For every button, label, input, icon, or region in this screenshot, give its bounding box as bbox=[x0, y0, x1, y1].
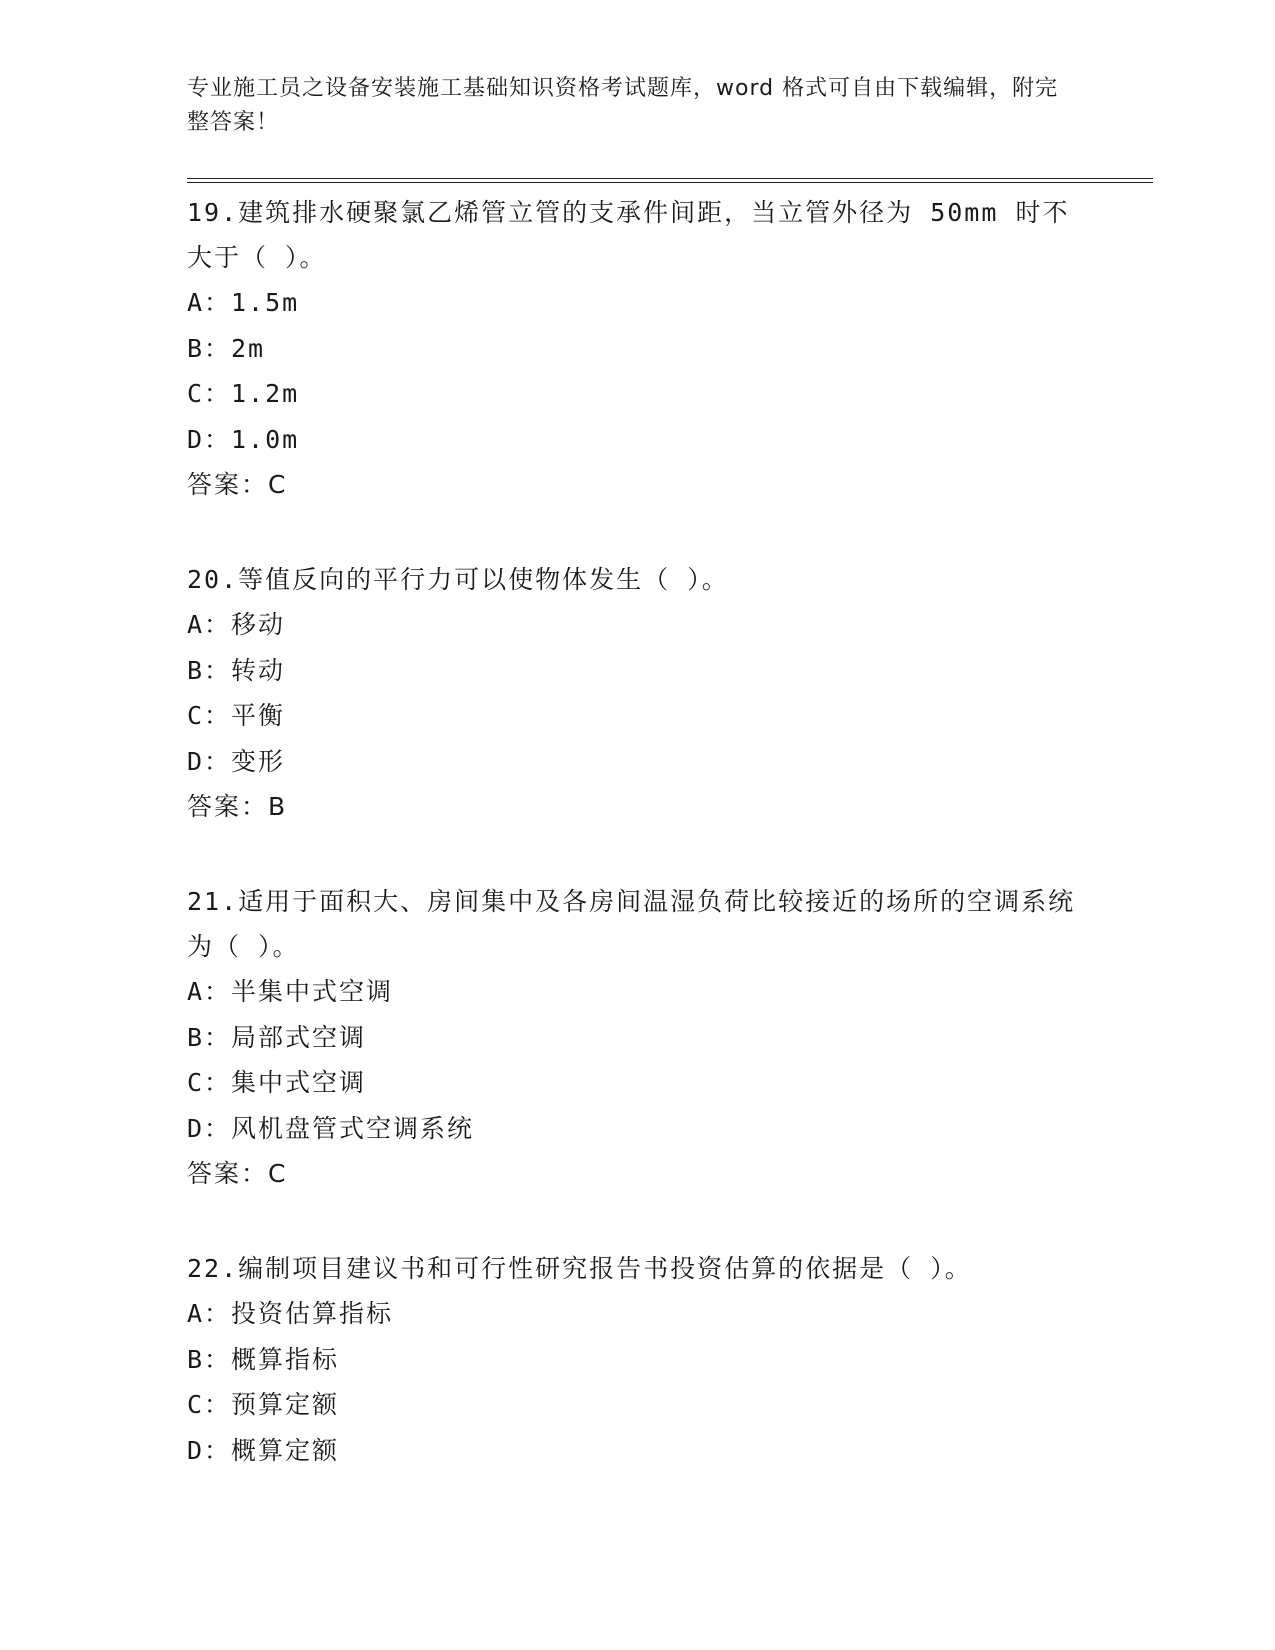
option-key: A： bbox=[187, 977, 232, 1006]
answer-text: 答案：C bbox=[187, 1159, 288, 1188]
option-value: 风机盘管式空调系统 bbox=[231, 1113, 475, 1143]
option-value: 半集中式空调 bbox=[231, 977, 394, 1006]
option-d bbox=[187, 1106, 1087, 1152]
option-key: D： bbox=[187, 746, 232, 776]
option-key: A： bbox=[187, 1299, 232, 1328]
question-21 bbox=[187, 879, 1087, 1196]
option-key: D： bbox=[187, 424, 232, 454]
option-value: 1.2m bbox=[231, 379, 300, 408]
option-value: 移动 bbox=[231, 610, 286, 639]
option-key: A： bbox=[187, 610, 232, 639]
option-key: A： bbox=[187, 288, 232, 317]
option-value: 预算定额 bbox=[231, 1390, 340, 1419]
option-d bbox=[187, 1428, 1087, 1474]
option-b bbox=[187, 648, 1087, 694]
option-d bbox=[187, 417, 1087, 463]
question-text: 21.适用于面积大、房间集中及各房间温湿负荷比较接近的场所的空调系统为（ ）。 bbox=[187, 887, 1076, 961]
option-a bbox=[187, 280, 1087, 326]
question-text: 19.建筑排水硬聚氯乙烯管立管的支承件间距，当立管外径为 50mm 时不大于（ ）。 bbox=[187, 198, 1070, 272]
option-value: 概算定额 bbox=[231, 1435, 340, 1465]
option-b bbox=[187, 1015, 1087, 1061]
option-key: B： bbox=[187, 1344, 232, 1374]
option-key: C： bbox=[187, 379, 232, 408]
question-text: 22.编制项目建议书和可行性研究报告书投资估算的依据是（ ）。 bbox=[187, 1254, 972, 1283]
option-value: 2m bbox=[231, 333, 266, 363]
option-value: 1.0m bbox=[231, 424, 300, 454]
option-key: B： bbox=[187, 333, 232, 363]
option-c bbox=[187, 371, 1087, 417]
option-a bbox=[187, 969, 1087, 1015]
option-c bbox=[187, 693, 1087, 739]
option-value: 1.5m bbox=[231, 288, 300, 317]
document-header: 专业施工员之设备安装施工基础知识资格考试题库，word 格式可自由下载编辑，附完整答案！ bbox=[187, 76, 1059, 135]
option-a bbox=[187, 602, 1087, 648]
option-d bbox=[187, 739, 1087, 785]
option-c bbox=[187, 1382, 1087, 1428]
option-key: D： bbox=[187, 1113, 232, 1143]
option-key: C： bbox=[187, 701, 232, 730]
question-20 bbox=[187, 557, 1087, 829]
answer-text: 答案：C bbox=[187, 470, 288, 499]
answer-text: 答案：B bbox=[187, 792, 288, 821]
option-key: D： bbox=[187, 1435, 232, 1465]
question-list bbox=[187, 190, 1087, 1523]
header-divider-top bbox=[187, 178, 1153, 179]
option-b bbox=[187, 1337, 1087, 1383]
question-19 bbox=[187, 190, 1087, 507]
option-value: 集中式空调 bbox=[231, 1068, 367, 1097]
question-text: 20.等值反向的平行力可以使物体发生（ ）。 bbox=[187, 565, 729, 594]
option-value: 概算指标 bbox=[231, 1344, 340, 1374]
option-value: 变形 bbox=[231, 746, 286, 776]
header-divider-bottom bbox=[187, 182, 1153, 183]
option-key: C： bbox=[187, 1068, 232, 1097]
option-key: B： bbox=[187, 1022, 232, 1052]
question-22 bbox=[187, 1246, 1087, 1473]
option-value: 投资估算指标 bbox=[231, 1299, 394, 1328]
option-c bbox=[187, 1060, 1087, 1106]
option-key: B： bbox=[187, 655, 232, 685]
option-value: 平衡 bbox=[231, 701, 286, 730]
option-key: C： bbox=[187, 1390, 232, 1419]
option-value: 转动 bbox=[231, 655, 286, 685]
option-value: 局部式空调 bbox=[231, 1022, 367, 1052]
option-b bbox=[187, 326, 1087, 372]
option-a bbox=[187, 1291, 1087, 1337]
